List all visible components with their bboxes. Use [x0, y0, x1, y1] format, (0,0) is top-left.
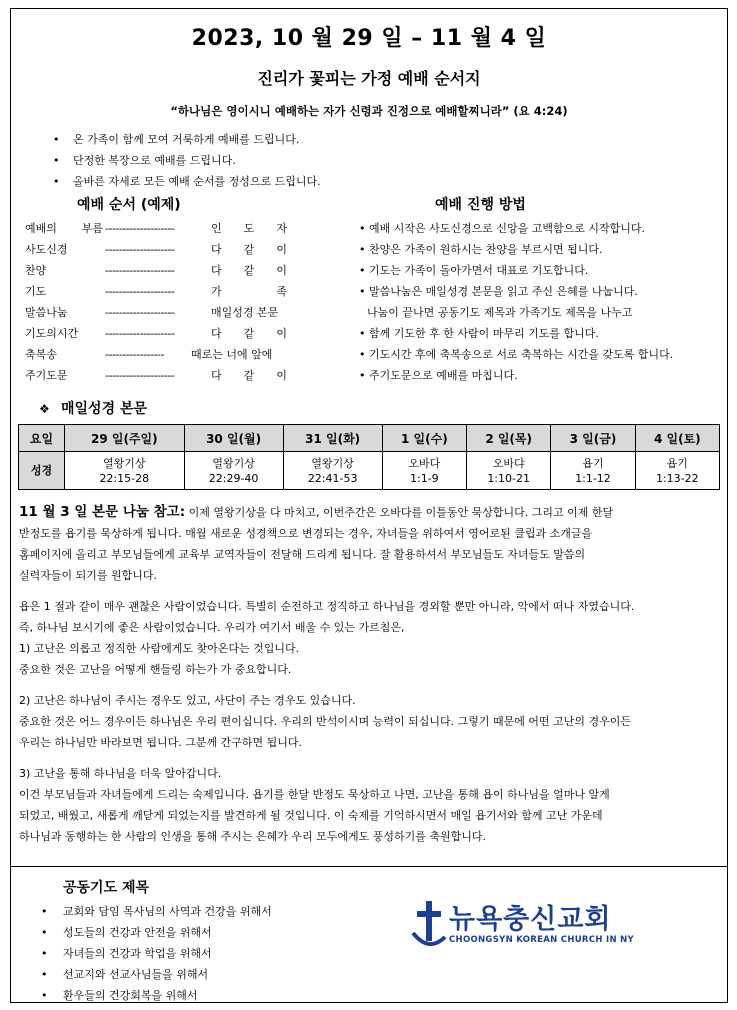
order-item-name: 기도의시간: [25, 327, 79, 340]
order-dashes: --------------------: [105, 306, 175, 319]
order-row: [25, 323, 287, 344]
diamond-bullet-icon: ❖: [39, 402, 50, 416]
cross-icon: [411, 897, 447, 955]
list-item: • 선교지와 선교사님들을 위해서: [41, 964, 272, 985]
church-english-name: CHOONGSYN KOREAN CHURCH IN NY: [449, 935, 634, 945]
method-item: • 주기도문으로 예배를 마칩니다.: [359, 369, 518, 382]
reflection-line: 우리는 하나님만 바라보면 됩니다. 그분께 간구하면 됩니다.: [19, 736, 302, 749]
day-cell: 4 일(토): [635, 425, 719, 452]
church-name: 뉴욕충신교회: [449, 904, 612, 935]
order-dashes: --------------------: [105, 222, 175, 235]
page-subtitle: 진리가 꽃피는 가정 예배 순서지: [257, 69, 481, 88]
order-row: [25, 260, 287, 281]
row-label-day: 요일: [19, 425, 65, 452]
passage-book: 욥기: [666, 456, 688, 470]
reflection-line: 중요한 것은 고난을 어떻게 핸들링 하는가 가 중요합니다.: [19, 663, 292, 676]
order-item-name: 축복송: [25, 348, 57, 361]
order-item-leader: 다 같 이: [211, 243, 287, 256]
order-row: [25, 281, 287, 302]
day-cell: 2 일(목): [467, 425, 551, 452]
method-heading: 예배 진행 방법: [435, 197, 526, 213]
passage-ref: 22:15-28: [99, 471, 150, 485]
order-row: [25, 218, 287, 239]
table-row: [19, 425, 720, 452]
order-dashes: --------------------: [105, 264, 175, 277]
order-heading: 예배 순서 (예제): [77, 197, 181, 213]
reflection-line: 하나님과 동행하는 한 사람의 인생을 통해 주시는 은혜가 우리 모두에게도 풍성하기를 축원합니다.: [19, 830, 486, 843]
order-item-leader: 인 도 자: [211, 222, 287, 235]
passage-ref: 1:13-22: [655, 471, 699, 485]
passage-ref: 1:1-9: [410, 471, 439, 485]
passage-book: 욥기: [582, 456, 604, 470]
order-dashes: --------------------: [105, 243, 175, 256]
day-cell: 3 일(금): [551, 425, 635, 452]
order-item-name: 주기도문: [25, 369, 68, 382]
intro-bullet-list: [53, 129, 727, 192]
order-row: [25, 302, 287, 323]
method-item: • 말씀나눔은 매일성경 본문을 읽고 주신 은혜를 나눕니다.: [359, 285, 638, 298]
day-cell: 29 일(주일): [65, 425, 185, 452]
passage-book: 오바다: [408, 456, 441, 470]
order-item-name: 사도신경: [25, 243, 68, 256]
order-row: [25, 344, 287, 365]
list-item: • 환우들의 건강회복을 위해서: [41, 985, 272, 1006]
order-item-name: 찬양: [25, 264, 47, 277]
order-dashes: --------------------: [105, 327, 175, 340]
passage-ref: 22:41-53: [307, 471, 358, 485]
order-dashes: --------------------: [105, 285, 175, 298]
order-item-leader: 다 같 이: [211, 327, 287, 340]
passage-cell: [65, 452, 185, 490]
prayer-section: [11, 866, 727, 1002]
passage-book: 열왕기상: [311, 456, 354, 470]
list-item: • 성도들의 건강과 안전을 위해서: [41, 922, 272, 943]
reflection-intro-line: 반정도를 욥기를 묵상하게 됩니다. 매월 새로운 성경책으로 변경되는 경우, 자녀들을 위하여서 영어로된 클립과 소개글을: [19, 527, 593, 540]
list-item: • 단정한 복장으로 예배를 드립니다.: [53, 150, 727, 171]
list-item: • 올바른 자세로 모든 예배 순서를 정성으로 드립니다.: [53, 171, 727, 192]
order-item-leader: 다 같 이: [211, 264, 287, 277]
order-dashes: -----------------: [105, 348, 164, 361]
order-item-leader: 다 같 이: [211, 369, 287, 382]
worship-bulletin: [10, 8, 728, 1003]
method-item: • 기도는 가족이 돌아가면서 대표로 기도합니다.: [359, 264, 589, 277]
order-item-leader: 매일성경 본문: [211, 306, 279, 319]
method-item: • 찬양은 가족이 원하시는 찬양을 부르시면 됩니다.: [359, 243, 603, 256]
passage-ref: 1:1-12: [575, 471, 611, 485]
passage-cell: [283, 452, 382, 490]
order-item-name: 기도: [25, 285, 47, 298]
scripture-verse: “하나님은 영이시니 예배하는 자가 신령과 진정으로 예배할찌니라” (요 4:24): [170, 104, 568, 118]
method-item: • 예배 시작은 사도신경으로 신앙을 고백함으로 시작합니다.: [359, 222, 645, 235]
reflection-line: 2) 고난은 하나님이 주시는 경우도 있고, 사단이 주는 경우도 있습니다.: [19, 694, 356, 707]
method-item: • 함께 기도한 후 한 사람이 마무리 기도를 합니다.: [359, 327, 599, 340]
order-item-name: 말씀나눔: [25, 306, 68, 319]
passage-cell: [184, 452, 283, 490]
order-item-leader: 가 족: [211, 285, 287, 298]
day-cell: 30 일(월): [184, 425, 283, 452]
passage-cell: [635, 452, 719, 490]
reflection-section: [11, 490, 727, 847]
bible-reading-table: [18, 424, 720, 490]
reflection-intro-line: 실력자들이 되기를 원합니다.: [19, 569, 158, 582]
method-item: 나눔이 끝나면 공동기도 제목과 가족기도 제목을 나누고: [367, 306, 633, 319]
reflection-line: 욥은 1 절과 같이 매우 괜찮은 사람이었습니다. 특별히 순전하고 정직하고 하나님을 경외할 뿐만 아니라, 악에서 떠나 자였습니다.: [19, 600, 635, 613]
passage-cell: [551, 452, 635, 490]
day-cell: 1 일(수): [382, 425, 466, 452]
passage-ref: 22:29-40: [208, 471, 259, 485]
order-row: [25, 365, 287, 386]
passage-book: 열왕기상: [212, 456, 255, 470]
reflection-intro-line: 11 월 3 일 본문 나눔 참고: 이제 열왕기상을 다 마치고, 이번주간은 오바다를 이틀동안 묵상합니다. 그리고 이제 한달: [19, 504, 614, 520]
passage-ref: 1:10-21: [487, 471, 530, 485]
row-label-text: 성경: [19, 452, 65, 490]
passage-book: 열왕기상: [103, 456, 146, 470]
passage-book: 오바댜: [492, 456, 525, 470]
reflection-intro-line: 홈페이지에 올리고 부모님들에게 교육부 교역자들이 전달해 드리게 됩니다. 잘 활용하셔서 부모님들도 자녀들도 말씀의: [19, 548, 586, 561]
page-title: 2023, 10 월 29 일 – 11 월 4 일: [191, 26, 547, 51]
church-logo: [411, 897, 651, 957]
prayer-heading: 공동기도 제목: [63, 880, 150, 896]
order-row: [25, 239, 287, 260]
list-item: • 교회와 담임 목사님의 사역과 건강을 위해서: [41, 901, 272, 922]
bible-heading-text: 매일성경 본문: [61, 401, 148, 417]
reflection-lead: 11 월 3 일 본문 나눔 참고:: [19, 504, 186, 520]
list-item: • 자녀들의 건강과 학업을 위해서: [41, 943, 272, 964]
method-item: • 기도시간 후에 축복송으로 서로 축복하는 시간을 갖도록 합니다.: [359, 348, 674, 361]
bible-reading-heading: [39, 398, 727, 418]
table-row: [19, 452, 720, 490]
reflection-line: 즉, 하나님 보시기에 좋은 사람이었습니다. 우리가 여기서 배울 수 있는 가르침은,: [19, 621, 405, 634]
list-item: • 온 가족이 함께 모여 거룩하게 예배를 드립니다.: [53, 129, 727, 150]
reflection-line: 중요한 것은 어느 경우이든 하나님은 우리 편이십니다. 우리의 반석이시며 능력이 되십니다. 그렇기 때문에 어떤 고난의 경우이든: [19, 715, 631, 728]
worship-order-section: [11, 194, 727, 394]
day-cell: 31 일(화): [283, 425, 382, 452]
prayer-list: [41, 901, 272, 1006]
passage-cell: [467, 452, 551, 490]
reflection-line: 이건 부모님들과 자녀들에게 드리는 숙제입니다. 욥기를 한달 반정도 묵상하고 나면, 고난을 통해 욥이 하나님을 얼마나 알게: [19, 788, 610, 801]
passage-cell: [382, 452, 466, 490]
reflection-line: 3) 고난을 통해 하나님을 더욱 알아갑니다.: [19, 767, 222, 780]
order-dashes: --------------------: [105, 369, 175, 382]
reflection-line: 되었고, 배웠고, 새롭게 깨닫게 되었는지를 발견하게 될 것입니다. 이 숙제를 기억하시면서 매일 욥기서와 함께 고난 가운데: [19, 809, 603, 822]
order-item-name: 예배의 부름: [25, 222, 103, 235]
order-item-leader: 때로는 너에 앞에: [191, 348, 273, 361]
reflection-line: 1) 고난은 의롭고 정직한 사람에게도 찾아온다는 것입니다.: [19, 642, 300, 655]
